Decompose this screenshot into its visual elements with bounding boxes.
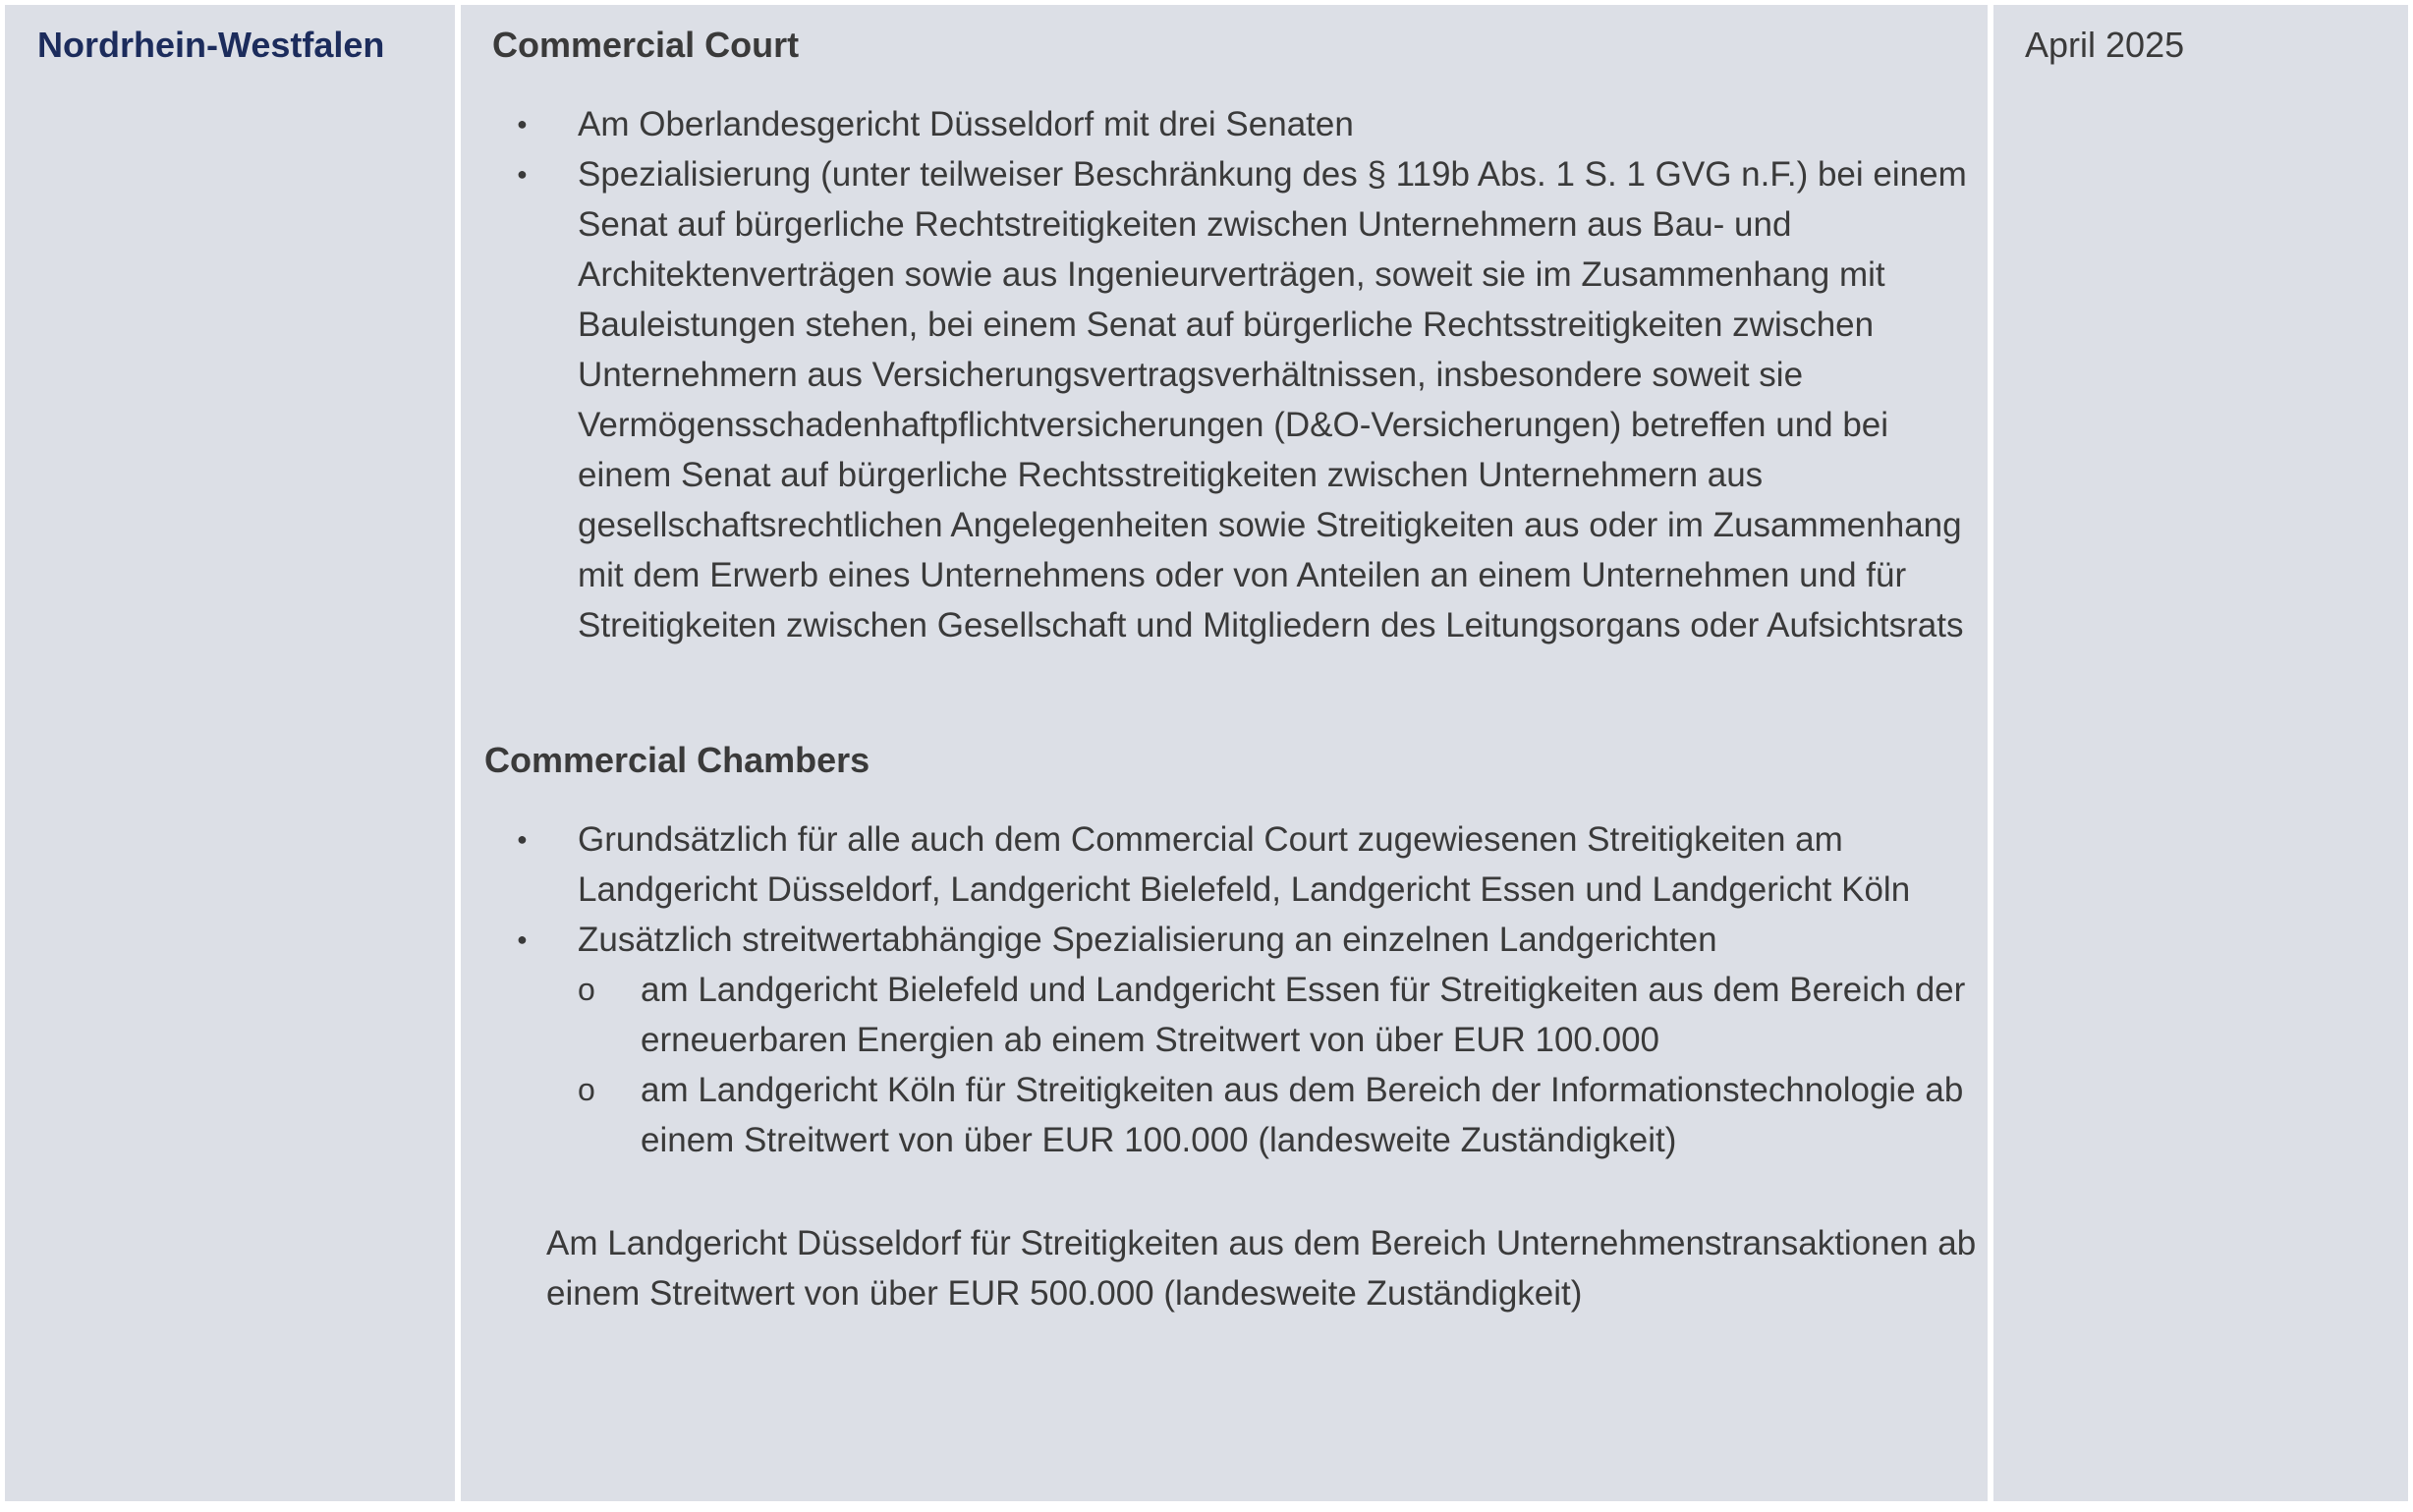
commercial-court-list (484, 99, 1978, 650)
content-cell (461, 5, 1988, 1501)
list-item-text: Zusätzlich streitwertabhängige Spezialisierung an einzelnen Landgerichten (578, 921, 1717, 959)
sub-list-item: o am Landgericht Köln für Streitigkeiten aus dem Bereich der Informationstechnologie ab einem Streitwert von über EUR 100.000 (landesweite Zuständigkeit) (578, 1065, 1978, 1165)
sub-list-item: o am Landgericht Bielefeld und Landgericht Essen für Streitigkeiten aus dem Bereich der erneuerbaren Energien ab einem Streitwert von über EUR 100.000 (578, 965, 1978, 1065)
table-row (5, 5, 2408, 1501)
duesseldorf-note: Am Landgericht Düsseldorf für Streitigkeiten aus dem Bereich Unternehmenstransaktionen ab einem Streitwert von über EUR 500.000 (landesweite Zuständigkeit) (546, 1224, 1977, 1313)
list-item (484, 915, 1978, 1165)
region-name: Nordrhein-Westfalen (37, 25, 385, 65)
commercial-chambers-heading: Commercial Chambers (484, 740, 870, 780)
region-cell (5, 5, 455, 1501)
list-item: ● Am Oberlandesgericht Düsseldorf mit drei Senaten (484, 99, 1978, 149)
list-item: ● Grundsätzlich für alle auch dem Commercial Court zugewiesenen Streitigkeiten am Landgericht Düsseldorf, Landgericht Bielefeld, Landgericht Essen und Landgericht Köln (484, 814, 1978, 915)
commercial-chambers-list (484, 814, 1978, 1165)
date-text: April 2025 (2025, 25, 2185, 65)
commercial-court-heading: Commercial Court (492, 25, 800, 65)
specialization-sublist (578, 965, 1978, 1165)
list-item: ● Spezialisierung (unter teilweiser Beschränkung des § 119b Abs. 1 S. 1 GVG n.F.) bei einem Senat auf bürgerliche Rechtstreitigkeiten zwischen Unternehmern aus Bau- und Architektenverträgen sowie aus Ingenieurverträgen, soweit sie im Zusammenhang mit Bauleistungen stehen, bei einem Senat auf bürgerliche Rechtsstreitigkeiten zwischen Unternehmern aus Versicherungsvertragsverhältnissen, insbesondere soweit sie Vermögensschadenhaftpflichtversicherungen (D&O-Versicherungen) betreffen und bei einem Senat auf bürgerliche Rechtsstreitigkeiten zwischen Unternehmern aus gesellschaftsrechtlichen Angelegenheiten sowie Streitigkeiten aus oder im Zusammenhang mit dem Erwerb eines Unternehmens oder von Anteilen an einem Unternehmen und für Streitigkeiten zwischen Gesellschaft und Mitgliedern des Leitungsorgans oder Aufsichtsrats (484, 149, 1978, 650)
date-cell (1993, 5, 2408, 1501)
